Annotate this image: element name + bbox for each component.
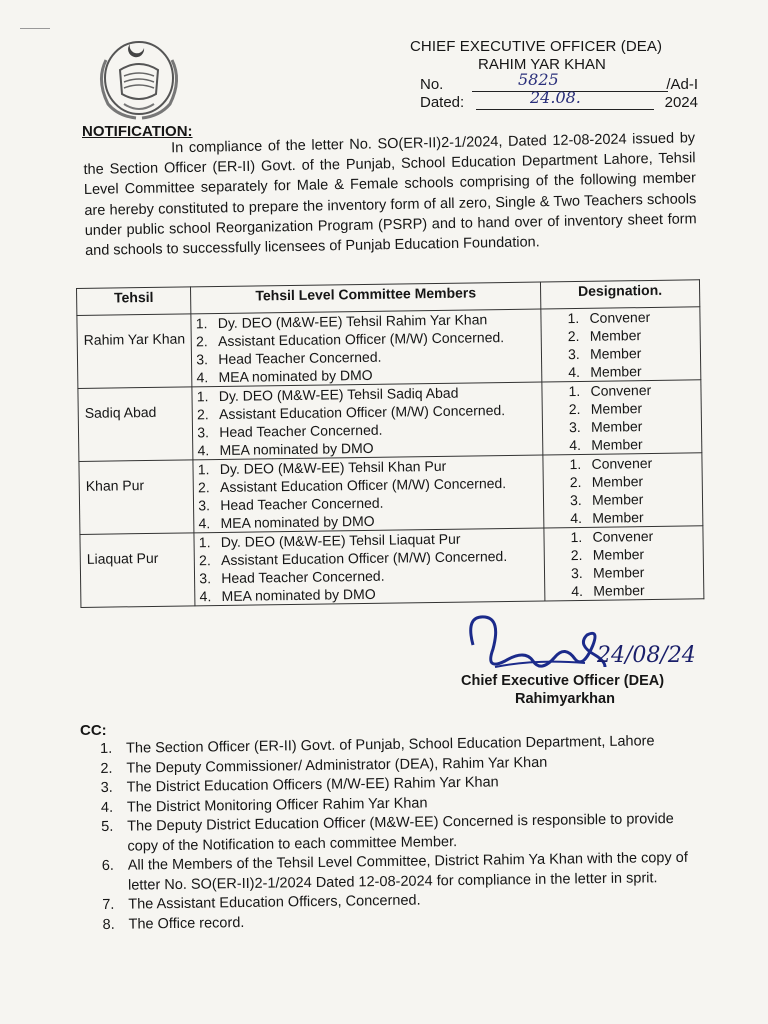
cc-item-number: 6. bbox=[101, 857, 114, 874]
tehsil-cell: Sadiq Abad bbox=[78, 387, 193, 462]
designation-text: Member bbox=[589, 345, 642, 362]
members-cell bbox=[192, 382, 543, 460]
designation-text: Member bbox=[589, 327, 642, 344]
table-row bbox=[80, 526, 704, 608]
cc-item-text: The District Monitoring Officer Rahim Yar Khan bbox=[126, 794, 428, 816]
committee-table bbox=[76, 279, 704, 608]
designation-item bbox=[570, 489, 698, 509]
designation-number: 1. bbox=[567, 309, 580, 327]
designation-number: 1. bbox=[569, 455, 582, 473]
designation-item bbox=[570, 507, 698, 527]
member-number: 4. bbox=[197, 442, 210, 459]
scan-mark bbox=[20, 28, 50, 29]
designation-item bbox=[571, 544, 699, 564]
date-underline bbox=[476, 109, 654, 110]
designation-text: Member bbox=[592, 546, 645, 563]
designation-item bbox=[568, 380, 696, 400]
member-text: Head Teacher Concerned. bbox=[221, 567, 385, 586]
table-row bbox=[77, 307, 701, 389]
designation-text: Member bbox=[591, 491, 644, 508]
member-number: 4. bbox=[198, 515, 211, 532]
designation-item bbox=[569, 453, 697, 473]
cc-item-text: The Section Officer (ER-II) Govt. of Punjab, School Education Department, Lahore bbox=[126, 733, 655, 757]
cc-item-number: 4. bbox=[100, 799, 114, 816]
member-number: 2. bbox=[196, 406, 209, 423]
notification-body bbox=[83, 128, 697, 261]
member-number: 3. bbox=[199, 570, 212, 587]
designation-text: Member bbox=[591, 473, 644, 490]
cc-item-number: 5. bbox=[101, 818, 114, 835]
designation-cell bbox=[541, 307, 701, 382]
designation-item bbox=[570, 526, 698, 546]
designation-number: 2. bbox=[567, 327, 580, 345]
member-text: MEA nominated by DMO bbox=[218, 366, 373, 386]
member-number: 2. bbox=[197, 479, 210, 496]
cc-title: CC: bbox=[80, 722, 107, 739]
government-of-punjab-emblem bbox=[86, 30, 192, 122]
member-number: 2. bbox=[198, 552, 211, 569]
member-text: Head Teacher Concerned. bbox=[218, 348, 382, 368]
office-title: CHIEF EXECUTIVE OFFICER (DEA) bbox=[410, 38, 663, 55]
cc-list bbox=[100, 732, 703, 935]
designation-item bbox=[569, 416, 697, 436]
table-row bbox=[79, 453, 703, 535]
office-city: RAHIM YAR KHAN bbox=[478, 56, 606, 73]
designation-number: 2. bbox=[568, 400, 581, 418]
members-cell bbox=[193, 455, 544, 533]
designation-item bbox=[568, 325, 696, 345]
designation-number: 3. bbox=[570, 564, 583, 582]
designation-number: 3. bbox=[568, 418, 581, 436]
designation-text: Convener bbox=[590, 381, 652, 399]
member-number: 4. bbox=[196, 369, 209, 386]
handwritten-number: 5825 bbox=[518, 70, 559, 89]
designation-number: 3. bbox=[567, 345, 580, 363]
cc-item-number: 2. bbox=[100, 760, 113, 777]
member-number: 3. bbox=[196, 351, 209, 368]
header-tehsil: Tehsil bbox=[77, 287, 192, 316]
cc-item-number: 1. bbox=[100, 740, 113, 757]
designation-number: 4. bbox=[569, 436, 582, 454]
member-number: 3. bbox=[198, 497, 211, 514]
designation-number: 4. bbox=[571, 582, 584, 600]
designation-text: Member bbox=[590, 363, 642, 380]
designation-text: Member bbox=[590, 400, 643, 417]
designation-text: Member bbox=[591, 436, 643, 453]
cc-item-number: 7. bbox=[102, 896, 115, 913]
header-designation: Designation. bbox=[540, 280, 699, 309]
designation-number: 1. bbox=[570, 528, 583, 546]
designation-text: Convener bbox=[591, 454, 653, 472]
member-text: Dy. DEO (M&W-EE) Tehsil Liaquat Pur bbox=[220, 530, 461, 551]
member-number: 3. bbox=[197, 424, 210, 441]
member-text: Head Teacher Concerned. bbox=[219, 421, 383, 441]
cc-item-number: 8. bbox=[102, 916, 115, 933]
member-text: Assistant Education Officer (M/W) Concerned. bbox=[220, 548, 508, 568]
cc-item-text: All the Members of the Tehsil Level Committee, District Rahim Ya Khan with the copy of letter No. SO(ER-II)2-1/2024 Dated 12-08-2024 for compliance in the letter in sprit. bbox=[127, 849, 688, 894]
cc-item-text: The District Education Officers (M/W-EE) Rahim Yar Khan bbox=[126, 774, 499, 796]
signature-block bbox=[455, 605, 715, 715]
designation-cell bbox=[542, 380, 702, 455]
tehsil-cell: Rahim Yar Khan bbox=[77, 314, 192, 389]
designation-text: Member bbox=[592, 509, 644, 526]
cc-item-text: The Office record. bbox=[128, 914, 245, 933]
designation-cell bbox=[543, 453, 703, 528]
designation-text: Member bbox=[592, 564, 645, 581]
designation-text: Member bbox=[590, 418, 643, 435]
date-line bbox=[420, 88, 700, 114]
designation-item bbox=[570, 471, 698, 491]
tehsil-cell: Khan Pur bbox=[79, 460, 194, 535]
handwritten-date: 24.08. bbox=[530, 88, 581, 107]
cc-item-number: 3. bbox=[100, 779, 113, 796]
designation-item bbox=[571, 580, 699, 600]
member-text: MEA nominated by DMO bbox=[219, 439, 374, 459]
dated-label: Dated: bbox=[420, 94, 465, 111]
designation-text: Convener bbox=[592, 527, 654, 545]
signature-date: 24/08/24 bbox=[597, 643, 696, 668]
designation-number: 1. bbox=[568, 382, 581, 400]
member-number: 2. bbox=[195, 333, 208, 350]
header-members: Tehsil Level Committee Members bbox=[191, 282, 541, 314]
member-number: 4. bbox=[199, 588, 212, 605]
tehsil-cell: Liaquat Pur bbox=[80, 533, 195, 608]
designation-number: 2. bbox=[570, 546, 583, 564]
designation-text: Convener bbox=[589, 308, 651, 326]
designation-item bbox=[567, 307, 695, 327]
designation-number: 4. bbox=[570, 509, 583, 527]
cc-item-text: The Assistant Education Officers, Concerned. bbox=[128, 892, 421, 913]
table-row bbox=[78, 380, 702, 462]
cc-item-text: The Deputy District Education Officer (M&W-EE) Concerned is responsible to provide copy of the Notification to each committee Member. bbox=[127, 810, 674, 855]
designation-number: 4. bbox=[568, 363, 581, 381]
member-number: 1. bbox=[196, 388, 209, 405]
signatory-place: Rahimyarkhan bbox=[515, 691, 615, 707]
designation-number: 2. bbox=[569, 473, 582, 491]
member-item bbox=[199, 583, 540, 606]
member-text: Assistant Education Officer (M/W) Concerned. bbox=[217, 329, 505, 350]
designation-item bbox=[568, 361, 696, 381]
member-number: 1. bbox=[198, 534, 211, 551]
designation-item bbox=[569, 434, 697, 454]
members-cell bbox=[194, 528, 545, 606]
member-text: Assistant Education Officer (M/W) Concerned. bbox=[218, 402, 506, 423]
number-label: No. bbox=[420, 76, 444, 93]
member-text: Assistant Education Officer (M/W) Concerned. bbox=[219, 475, 507, 496]
designation-cell bbox=[544, 526, 704, 601]
signatory-title: Chief Executive Officer (DEA) bbox=[461, 673, 665, 689]
member-number: 1. bbox=[197, 461, 210, 478]
cc-item-text: The Deputy Commissioner/ Administrator (DEA), Rahim Yar Khan bbox=[126, 754, 548, 777]
member-text: MEA nominated by DMO bbox=[220, 512, 375, 532]
designation-text: Member bbox=[593, 582, 645, 599]
member-text: Head Teacher Concerned. bbox=[220, 494, 384, 514]
designation-item bbox=[569, 398, 697, 418]
number-suffix: /Ad-I bbox=[666, 76, 698, 93]
designation-item bbox=[571, 562, 699, 582]
members-cell bbox=[191, 309, 542, 387]
member-text: Dy. DEO (M&W-EE) Tehsil Sadiq Abad bbox=[218, 384, 459, 405]
member-number: 1. bbox=[195, 315, 208, 332]
notification-body-text: In compliance of the letter No. SO(ER-II)2-1/2024, Dated 12-08-2024 issued by the Section Officer (ER-II) Govt. of the Punjab, School Education Department Lahore, Tehsil Level Committee separately for Male & Female schools comprising of the following member are hereby constituted to prepare the inventory form of all zero, Single & Two Teachers schools under public school Reorganization Program (PSRP) and to hand over of inventory sheet form and schools to successfully licensees of Punjab Education Foundation. bbox=[83, 130, 697, 259]
member-text: Dy. DEO (M&W-EE) Tehsil Khan Pur bbox=[219, 457, 447, 478]
notification-title: NOTIFICATION: bbox=[82, 123, 193, 140]
member-text: Dy. DEO (M&W-EE) Tehsil Rahim Yar Khan bbox=[217, 311, 488, 332]
dated-year: 2024 bbox=[664, 94, 698, 111]
designation-item bbox=[568, 343, 696, 363]
designation-number: 3. bbox=[569, 491, 582, 509]
member-text: MEA nominated by DMO bbox=[221, 585, 376, 604]
